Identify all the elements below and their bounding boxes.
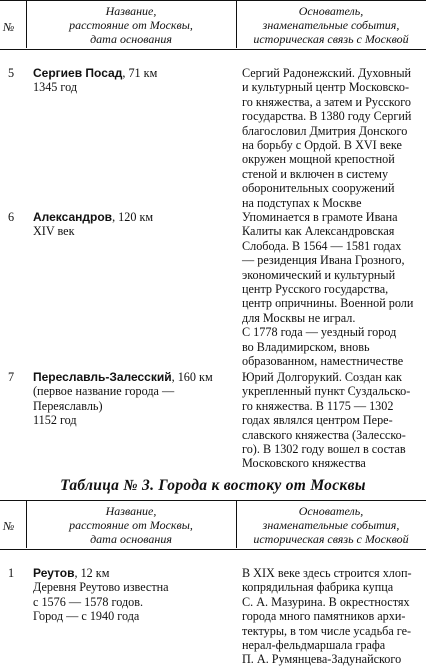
desc-line: — резиденция Ивана Грозного, [242,253,405,268]
header-num-label: № [3,20,15,34]
row-number: 5 [8,66,15,80]
desc-line: во Владимирском, вновь [242,339,370,354]
row-description [242,210,426,368]
header-col-desc-line: знаменательные события, [262,18,400,32]
desc-line: Сергий Радонежский. Духовный [242,66,412,80]
desc-line: экономический и культурный [242,267,396,282]
desc-line: для Москвы не играл. [242,310,356,325]
desc-line: образованном, наместничестве [242,354,404,369]
city-name: Реутов [33,566,75,580]
header-col-city-line: дата основания [90,532,172,546]
desc-line: города много памятников архи- [242,609,406,624]
desc-line: славского княжества (Залесско- [242,427,406,442]
table-3-header-bottom-rule [0,549,426,550]
desc-line: Слобода. В 1564 — 1581 годах [242,238,402,253]
desc-line: на борьбу с Ордой. В XVI веке [242,138,402,153]
desc-line: годах являлся центром Пере- [242,413,393,428]
city-name: Александров [33,210,113,224]
desc-line: Калиты как Александровская [242,224,395,239]
header-col-desc-line: историческая связь с Москвой [253,532,409,546]
desc-line: П. А. Румянцева-Задунайского [242,652,402,667]
city-line: Переяславль) [33,398,103,413]
desc-line: оборонительных сооружений [242,181,395,196]
desc-line: Упоминается в грамоте Ивана [242,210,398,224]
row-description [242,566,426,667]
city-line: XIV век [33,224,75,239]
header-col-city-line: расстояние от Москвы, [69,18,193,32]
row-city [33,66,231,95]
row-number: 1 [8,566,15,580]
header-col-desc-line: историческая связь с Москвой [253,32,409,46]
row-description [242,66,426,210]
desc-line: окружен мощной крепостной [242,152,395,167]
city-name: Переславль-Залесский [33,370,172,384]
desc-line: центр Русского государства, [242,282,389,297]
header-col-city-line: Название, [105,4,157,18]
row-number: 6 [8,210,15,224]
table-3-header-col-desc [236,504,426,546]
city-line: Деревня Реутово известна [33,580,169,595]
header-bottom-rule [0,49,426,50]
header-col-city-line: расстояние от Москвы, [69,518,193,532]
desc-line: тектуры, в том числе усадьба ге- [242,623,412,638]
desc-line: центр опричнины. Военной роли [242,296,414,311]
header-col-desc-line: Основатель, [298,4,364,18]
desc-line: государства. В 1380 году Сергий [242,109,412,124]
desc-line: укрепленный пункт Суздальско- [242,384,411,399]
desc-line: С 1778 года — уездный город [242,325,397,340]
city-distance: , 71 км [122,66,158,80]
desc-line: стеной и включен в систему [242,166,389,181]
row-number: 7 [8,370,15,384]
row-city [33,566,231,624]
desc-line: благословил Дмитрия Донского [242,123,408,138]
desc-line: го). В 1302 году вошел в состав [242,442,406,457]
desc-line: Юрий Долгорукий. Создан как [242,370,402,384]
city-name: Сергиев Посад [33,66,123,80]
city-distance: , 120 км [112,210,154,224]
table-top-rule [0,0,426,1]
header-col-desc-line: знаменательные события, [262,518,400,532]
city-distance: , 160 км [171,370,213,384]
row-city [33,210,231,239]
header-col-city-line: Название, [105,504,157,518]
header-col-desc-line: Основатель, [298,504,364,518]
table-3-header-col-city [26,504,236,546]
row-description [242,370,426,471]
city-line: Город — с 1940 года [33,609,140,624]
header-col-city-line: дата основания [90,32,172,46]
table-3-header-num-label: № [3,519,15,533]
desc-line: копрядильная фабрика купца [242,580,394,595]
header-col-city [26,4,236,46]
city-line: (первое название города — [33,384,175,399]
desc-line: го княжества, а затем и Русского [242,94,411,109]
desc-line: на подступах к Москве [242,195,362,210]
city-line: 1152 год [33,413,77,428]
desc-line: С. А. Мазурина. В окрестностях [242,594,410,609]
desc-line: Московского княжества [242,456,366,471]
city-line: с 1576 — 1578 годов. [33,594,144,609]
desc-line: В XIX веке здесь строится хлоп- [242,566,412,580]
table-3-title: Таблица № 3. Города к востоку от Москвы [60,477,366,494]
city-distance: , 12 км [74,566,110,580]
desc-line: нерал-фельдмаршала графа [242,638,386,653]
desc-line: го княжества. В 1175 — 1302 [242,398,394,413]
table-3-top-rule [0,500,426,501]
row-city [33,370,231,428]
desc-line: и культурный центр Московско- [242,80,410,95]
header-col-desc [236,4,426,46]
city-line: 1345 год [33,80,78,95]
